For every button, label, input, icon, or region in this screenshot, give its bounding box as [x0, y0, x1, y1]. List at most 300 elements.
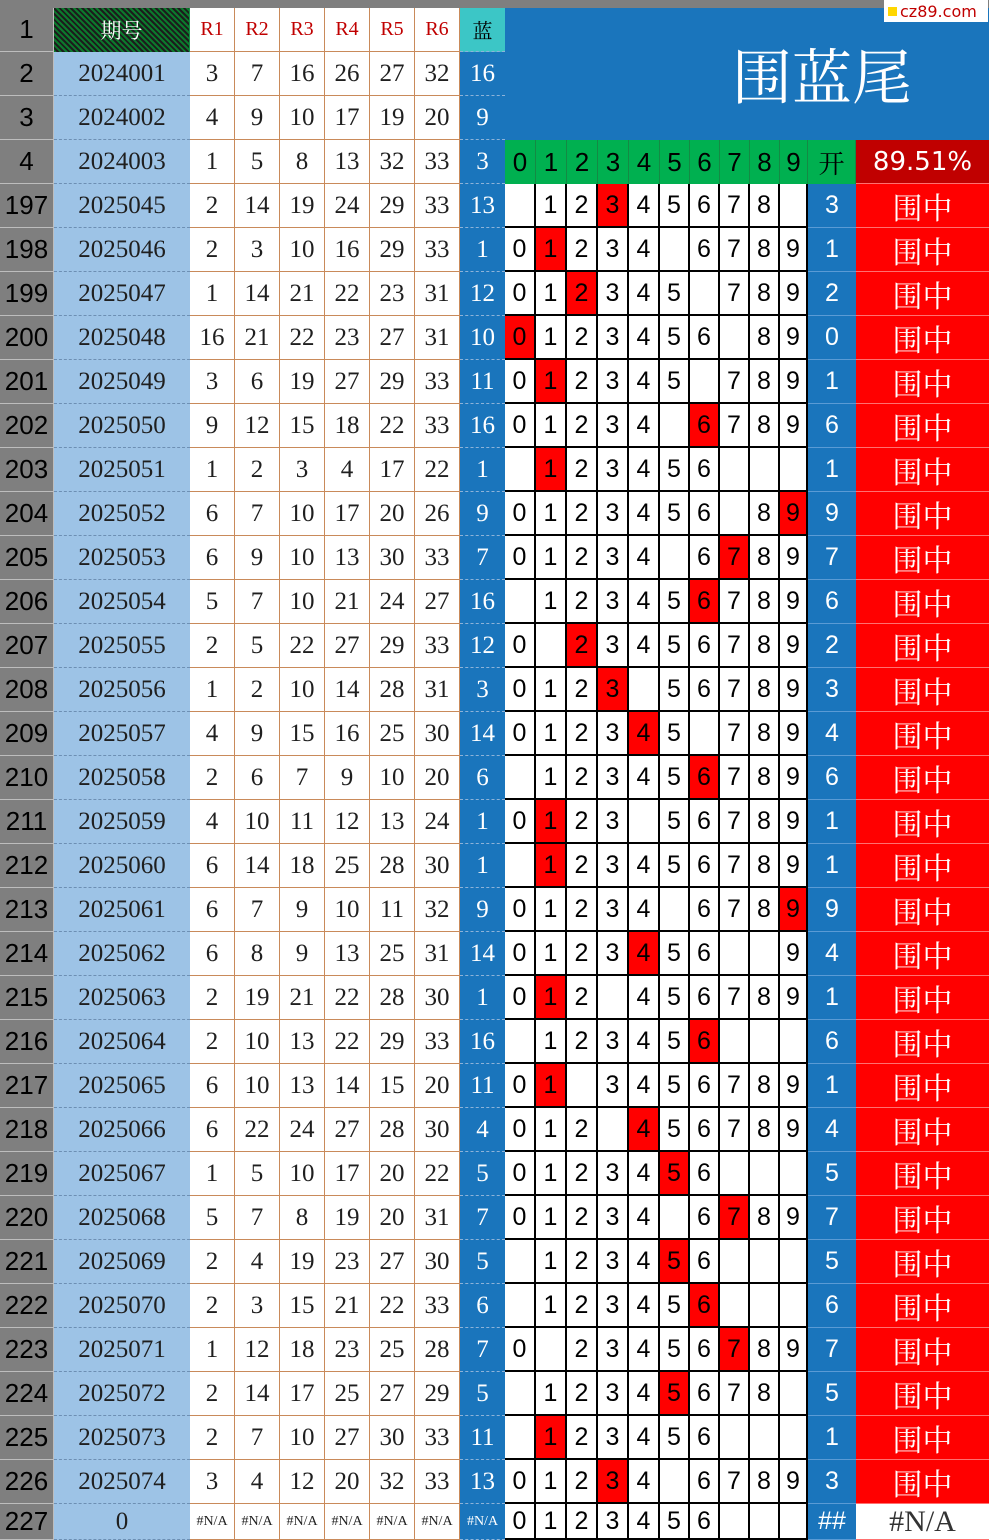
- tail-cell[interactable]: [720, 316, 750, 360]
- red-ball-cell[interactable]: 28: [370, 668, 415, 712]
- red-ball-cell[interactable]: 3: [235, 228, 280, 272]
- tail-cell[interactable]: 2: [567, 316, 598, 360]
- red-ball-cell[interactable]: 15: [280, 1284, 325, 1328]
- tail-cell[interactable]: 9: [780, 360, 808, 404]
- tail-cell[interactable]: 3: [598, 404, 629, 448]
- red-ball-cell[interactable]: 25: [370, 932, 415, 976]
- tail-cell[interactable]: 2: [567, 668, 598, 712]
- red-ball-cell[interactable]: 29: [370, 184, 415, 228]
- tail-cell[interactable]: 6: [690, 1328, 720, 1372]
- period-cell[interactable]: 2025054: [54, 580, 190, 624]
- red-ball-cell[interactable]: 2: [190, 1020, 235, 1064]
- tail-cell[interactable]: 5: [660, 844, 690, 888]
- result-cell[interactable]: 围中: [856, 1064, 989, 1108]
- tail-cell[interactable]: 9: [780, 1460, 808, 1504]
- red-ball-cell[interactable]: 31: [415, 932, 460, 976]
- red-ball-cell[interactable]: 27: [325, 1416, 370, 1460]
- tail-cell[interactable]: 4: [629, 360, 660, 404]
- red-ball-cell[interactable]: 10: [280, 668, 325, 712]
- period-cell[interactable]: 2024001: [54, 52, 190, 96]
- red-ball-cell[interactable]: 27: [370, 1372, 415, 1416]
- period-cell[interactable]: 2025058: [54, 756, 190, 800]
- red-ball-cell[interactable]: 20: [415, 756, 460, 800]
- red-ball-cell[interactable]: 28: [370, 844, 415, 888]
- red-ball-cell[interactable]: 30: [370, 536, 415, 580]
- period-cell[interactable]: 2025047: [54, 272, 190, 316]
- tail-cell[interactable]: [505, 1020, 536, 1064]
- tail-cell[interactable]: 4: [629, 1108, 660, 1152]
- tail-cell[interactable]: 6: [690, 976, 720, 1020]
- tail-cell[interactable]: 6: [690, 624, 720, 668]
- result-cell[interactable]: 围中: [856, 1460, 989, 1504]
- red-ball-cell[interactable]: 3: [190, 52, 235, 96]
- tail-cell[interactable]: [780, 448, 808, 492]
- red-ball-cell[interactable]: 2: [190, 1416, 235, 1460]
- kai-cell[interactable]: 1: [808, 844, 856, 888]
- result-cell[interactable]: 围中: [856, 360, 989, 404]
- tail-cell[interactable]: 6: [690, 1020, 720, 1064]
- period-cell[interactable]: 2024003: [54, 140, 190, 184]
- blue-ball-cell[interactable]: 10: [460, 316, 505, 360]
- red-ball-cell[interactable]: 5: [235, 1152, 280, 1196]
- red-ball-cell[interactable]: 4: [190, 712, 235, 756]
- tail-cell[interactable]: 3: [598, 712, 629, 756]
- tail-cell[interactable]: 6: [690, 756, 720, 800]
- row-header[interactable]: 213: [0, 888, 54, 932]
- red-ball-cell[interactable]: 7: [280, 756, 325, 800]
- result-cell[interactable]: 围中: [856, 932, 989, 976]
- blue-ball-cell[interactable]: 1: [460, 448, 505, 492]
- red-ball-cell[interactable]: 22: [325, 272, 370, 316]
- red-ball-cell[interactable]: 22: [280, 624, 325, 668]
- tail-cell[interactable]: 8: [750, 272, 780, 316]
- tail-cell[interactable]: 6: [690, 580, 720, 624]
- red-ball-cell[interactable]: 23: [325, 1240, 370, 1284]
- tail-cell[interactable]: 4: [629, 844, 660, 888]
- tail-cell[interactable]: 9: [780, 932, 808, 976]
- tail-cell[interactable]: [505, 1372, 536, 1416]
- result-cell[interactable]: 围中: [856, 228, 989, 272]
- tail-cell[interactable]: 4: [629, 1504, 660, 1540]
- tail-header-5[interactable]: 5: [660, 140, 690, 184]
- tail-cell[interactable]: [720, 492, 750, 536]
- tail-cell[interactable]: 7: [720, 184, 750, 228]
- result-cell[interactable]: 围中: [856, 800, 989, 844]
- red-ball-cell[interactable]: #N/A: [235, 1504, 280, 1540]
- tail-cell[interactable]: [660, 1196, 690, 1240]
- period-cell[interactable]: 2025065: [54, 1064, 190, 1108]
- tail-cell[interactable]: 9: [780, 668, 808, 712]
- kai-cell[interactable]: 6: [808, 756, 856, 800]
- tail-cell[interactable]: [660, 888, 690, 932]
- row-header[interactable]: 226: [0, 1460, 54, 1504]
- tail-cell[interactable]: 6: [690, 888, 720, 932]
- red-ball-cell[interactable]: 2: [190, 228, 235, 272]
- tail-cell[interactable]: [660, 228, 690, 272]
- row-header[interactable]: 219: [0, 1152, 54, 1196]
- blue-ball-cell[interactable]: 11: [460, 1416, 505, 1460]
- tail-cell[interactable]: 3: [598, 1152, 629, 1196]
- tail-cell[interactable]: 0: [505, 1152, 536, 1196]
- tail-cell[interactable]: 2: [567, 712, 598, 756]
- red-ball-cell[interactable]: 10: [280, 492, 325, 536]
- tail-cell[interactable]: 8: [750, 1460, 780, 1504]
- tail-cell[interactable]: 1: [536, 404, 567, 448]
- tail-cell[interactable]: 5: [660, 272, 690, 316]
- blue-ball-cell[interactable]: 3: [460, 668, 505, 712]
- row-header[interactable]: 227: [0, 1504, 54, 1540]
- tail-cell[interactable]: 7: [720, 1372, 750, 1416]
- tail-header-2[interactable]: 2: [567, 140, 598, 184]
- blue-ball-cell[interactable]: #N/A: [460, 1504, 505, 1540]
- red-ball-cell[interactable]: 16: [325, 712, 370, 756]
- tail-cell[interactable]: 0: [505, 360, 536, 404]
- red-ball-cell[interactable]: 33: [415, 404, 460, 448]
- period-cell[interactable]: 2025063: [54, 976, 190, 1020]
- tail-cell[interactable]: 7: [720, 800, 750, 844]
- red-ball-cell[interactable]: 5: [190, 580, 235, 624]
- tail-cell[interactable]: 3: [598, 1504, 629, 1540]
- tail-cell[interactable]: [536, 1328, 567, 1372]
- tail-cell[interactable]: 3: [598, 536, 629, 580]
- red-ball-cell[interactable]: 14: [235, 1372, 280, 1416]
- red-ball-cell[interactable]: 24: [370, 580, 415, 624]
- tail-cell[interactable]: 3: [598, 888, 629, 932]
- tail-cell[interactable]: 2: [567, 1020, 598, 1064]
- tail-cell[interactable]: 3: [598, 1372, 629, 1416]
- tail-cell[interactable]: 1: [536, 1020, 567, 1064]
- red-ball-cell[interactable]: 33: [415, 140, 460, 184]
- red-ball-cell[interactable]: 6: [235, 756, 280, 800]
- tail-cell[interactable]: 3: [598, 1064, 629, 1108]
- tail-cell[interactable]: [750, 448, 780, 492]
- tail-cell[interactable]: 8: [750, 1108, 780, 1152]
- tail-cell[interactable]: 8: [750, 360, 780, 404]
- red-ball-cell[interactable]: 16: [190, 316, 235, 360]
- red-ball-cell[interactable]: 6: [190, 1108, 235, 1152]
- period-cell[interactable]: 2025070: [54, 1284, 190, 1328]
- red-ball-cell[interactable]: 17: [325, 1152, 370, 1196]
- tail-cell[interactable]: [750, 1284, 780, 1328]
- kai-cell[interactable]: 9: [808, 492, 856, 536]
- red-header-3[interactable]: R3: [280, 8, 325, 52]
- red-ball-cell[interactable]: 24: [325, 184, 370, 228]
- row-header[interactable]: 4: [0, 140, 54, 184]
- tail-cell[interactable]: 8: [750, 844, 780, 888]
- tail-cell[interactable]: 2: [567, 1372, 598, 1416]
- tail-cell[interactable]: 2: [567, 1284, 598, 1328]
- red-ball-cell[interactable]: 33: [415, 184, 460, 228]
- tail-cell[interactable]: 1: [536, 360, 567, 404]
- tail-cell[interactable]: 6: [690, 184, 720, 228]
- tail-cell[interactable]: 8: [750, 1064, 780, 1108]
- tail-cell[interactable]: 5: [660, 1020, 690, 1064]
- tail-cell[interactable]: 1: [536, 1240, 567, 1284]
- tail-cell[interactable]: 5: [660, 932, 690, 976]
- tail-cell[interactable]: 1: [536, 272, 567, 316]
- red-ball-cell[interactable]: 19: [280, 1240, 325, 1284]
- tail-cell[interactable]: 2: [567, 756, 598, 800]
- kai-cell[interactable]: 0: [808, 316, 856, 360]
- row-header[interactable]: 206: [0, 580, 54, 624]
- tail-cell[interactable]: 6: [690, 1460, 720, 1504]
- tail-cell[interactable]: [750, 1504, 780, 1540]
- row-header[interactable]: 203: [0, 448, 54, 492]
- row-header[interactable]: 217: [0, 1064, 54, 1108]
- red-ball-cell[interactable]: 33: [415, 1284, 460, 1328]
- red-ball-cell[interactable]: 2: [190, 624, 235, 668]
- tail-cell[interactable]: 7: [720, 536, 750, 580]
- tail-cell[interactable]: 2: [567, 580, 598, 624]
- tail-cell[interactable]: 1: [536, 976, 567, 1020]
- kai-cell[interactable]: 5: [808, 1152, 856, 1196]
- kai-cell[interactable]: 4: [808, 1108, 856, 1152]
- tail-cell[interactable]: [750, 1152, 780, 1196]
- red-ball-cell[interactable]: 22: [370, 404, 415, 448]
- blue-ball-cell[interactable]: 16: [460, 580, 505, 624]
- red-ball-cell[interactable]: 7: [235, 52, 280, 96]
- tail-cell[interactable]: 4: [629, 976, 660, 1020]
- red-ball-cell[interactable]: 4: [235, 1460, 280, 1504]
- tail-cell[interactable]: 3: [598, 1328, 629, 1372]
- tail-cell[interactable]: 2: [567, 404, 598, 448]
- tail-cell[interactable]: 6: [690, 228, 720, 272]
- tail-cell[interactable]: 5: [660, 756, 690, 800]
- tail-cell[interactable]: [690, 272, 720, 316]
- tail-cell[interactable]: 5: [660, 1152, 690, 1196]
- tail-cell[interactable]: 2: [567, 932, 598, 976]
- tail-cell[interactable]: 7: [720, 360, 750, 404]
- tail-cell[interactable]: 2: [567, 272, 598, 316]
- tail-cell[interactable]: 0: [505, 316, 536, 360]
- tail-cell[interactable]: 1: [536, 756, 567, 800]
- tail-cell[interactable]: 9: [780, 756, 808, 800]
- red-ball-cell[interactable]: 31: [415, 316, 460, 360]
- row-header[interactable]: 223: [0, 1328, 54, 1372]
- tail-cell[interactable]: 1: [536, 228, 567, 272]
- red-ball-cell[interactable]: 9: [190, 404, 235, 448]
- tail-cell[interactable]: 6: [690, 492, 720, 536]
- row-header[interactable]: 200: [0, 316, 54, 360]
- red-ball-cell[interactable]: 29: [370, 360, 415, 404]
- red-ball-cell[interactable]: 17: [325, 96, 370, 140]
- red-ball-cell[interactable]: 33: [415, 624, 460, 668]
- row-header[interactable]: 3: [0, 96, 54, 140]
- tail-cell[interactable]: 3: [598, 448, 629, 492]
- tail-cell[interactable]: 4: [629, 1460, 660, 1504]
- tail-cell[interactable]: 4: [629, 1328, 660, 1372]
- tail-cell[interactable]: 7: [720, 1064, 750, 1108]
- tail-cell[interactable]: 9: [780, 624, 808, 668]
- red-ball-cell[interactable]: 19: [280, 360, 325, 404]
- row-header[interactable]: 201: [0, 360, 54, 404]
- blue-ball-cell[interactable]: 9: [460, 888, 505, 932]
- red-ball-cell[interactable]: 12: [325, 800, 370, 844]
- red-ball-cell[interactable]: 22: [415, 448, 460, 492]
- tail-cell[interactable]: 4: [629, 888, 660, 932]
- red-ball-cell[interactable]: 15: [370, 1064, 415, 1108]
- tail-cell[interactable]: 6: [690, 448, 720, 492]
- tail-cell[interactable]: 8: [750, 712, 780, 756]
- red-ball-cell[interactable]: 21: [280, 976, 325, 1020]
- tail-cell[interactable]: 7: [720, 1108, 750, 1152]
- tail-cell[interactable]: 0: [505, 536, 536, 580]
- tail-cell[interactable]: [629, 800, 660, 844]
- tail-cell[interactable]: 3: [598, 228, 629, 272]
- tail-cell[interactable]: [720, 1504, 750, 1540]
- red-ball-cell[interactable]: 12: [280, 1460, 325, 1504]
- tail-cell[interactable]: 2: [567, 1240, 598, 1284]
- tail-cell[interactable]: [629, 668, 660, 712]
- tail-cell[interactable]: 8: [750, 1372, 780, 1416]
- tail-cell[interactable]: 4: [629, 1284, 660, 1328]
- tail-cell[interactable]: 9: [780, 492, 808, 536]
- tail-cell[interactable]: 1: [536, 800, 567, 844]
- period-cell[interactable]: 2025069: [54, 1240, 190, 1284]
- kai-cell[interactable]: 3: [808, 668, 856, 712]
- red-ball-cell[interactable]: 11: [280, 800, 325, 844]
- red-ball-cell[interactable]: 7: [235, 1416, 280, 1460]
- tail-cell[interactable]: 7: [720, 580, 750, 624]
- tail-cell[interactable]: 6: [690, 1108, 720, 1152]
- tail-cell[interactable]: 1: [536, 1064, 567, 1108]
- tail-cell[interactable]: 4: [629, 1416, 660, 1460]
- result-cell[interactable]: 围中: [856, 1416, 989, 1460]
- tail-cell[interactable]: 1: [536, 1108, 567, 1152]
- tail-cell[interactable]: 3: [598, 844, 629, 888]
- blue-ball-cell[interactable]: 4: [460, 1108, 505, 1152]
- tail-cell[interactable]: 5: [660, 800, 690, 844]
- blue-ball-cell[interactable]: 1: [460, 976, 505, 1020]
- tail-cell[interactable]: 6: [690, 1284, 720, 1328]
- tail-cell[interactable]: 9: [780, 404, 808, 448]
- result-cell[interactable]: 围中: [856, 756, 989, 800]
- tail-cell[interactable]: 1: [536, 712, 567, 756]
- red-ball-cell[interactable]: 10: [235, 1064, 280, 1108]
- tail-cell[interactable]: 4: [629, 712, 660, 756]
- tail-cell[interactable]: 2: [567, 1504, 598, 1540]
- tail-cell[interactable]: 4: [629, 404, 660, 448]
- result-cell[interactable]: 围中: [856, 844, 989, 888]
- red-ball-cell[interactable]: 13: [325, 536, 370, 580]
- red-ball-cell[interactable]: 6: [190, 536, 235, 580]
- tail-cell[interactable]: 6: [690, 404, 720, 448]
- tail-cell[interactable]: 1: [536, 316, 567, 360]
- tail-cell[interactable]: 4: [629, 756, 660, 800]
- blue-ball-cell[interactable]: 6: [460, 756, 505, 800]
- tail-cell[interactable]: 6: [690, 1196, 720, 1240]
- row-header[interactable]: 224: [0, 1372, 54, 1416]
- tail-cell[interactable]: [690, 712, 720, 756]
- tail-cell[interactable]: 1: [536, 1196, 567, 1240]
- tail-cell[interactable]: [505, 1416, 536, 1460]
- red-ball-cell[interactable]: 10: [280, 536, 325, 580]
- blue-ball-cell[interactable]: 12: [460, 624, 505, 668]
- tail-cell[interactable]: 8: [750, 976, 780, 1020]
- tail-cell[interactable]: 3: [598, 668, 629, 712]
- tail-cell[interactable]: 8: [750, 228, 780, 272]
- tail-cell[interactable]: [720, 932, 750, 976]
- tail-cell[interactable]: 2: [567, 536, 598, 580]
- red-header-2[interactable]: R2: [235, 8, 280, 52]
- red-ball-cell[interactable]: 32: [415, 52, 460, 96]
- result-cell[interactable]: 围中: [856, 1284, 989, 1328]
- red-ball-cell[interactable]: 16: [280, 52, 325, 96]
- red-ball-cell[interactable]: 7: [235, 580, 280, 624]
- tail-cell[interactable]: 3: [598, 1416, 629, 1460]
- row-header[interactable]: 205: [0, 536, 54, 580]
- tail-cell[interactable]: 5: [660, 668, 690, 712]
- result-cell[interactable]: 围中: [856, 1152, 989, 1196]
- kai-cell[interactable]: 1: [808, 1416, 856, 1460]
- tail-cell[interactable]: 9: [780, 536, 808, 580]
- row-header[interactable]: 198: [0, 228, 54, 272]
- red-ball-cell[interactable]: 13: [280, 1020, 325, 1064]
- kai-header[interactable]: 开: [808, 140, 856, 184]
- red-ball-cell[interactable]: 21: [325, 1284, 370, 1328]
- tail-cell[interactable]: 6: [690, 800, 720, 844]
- tail-cell[interactable]: 4: [629, 1196, 660, 1240]
- period-cell[interactable]: 2025073: [54, 1416, 190, 1460]
- result-cell[interactable]: 围中: [856, 888, 989, 932]
- red-ball-cell[interactable]: 32: [415, 888, 460, 932]
- tail-cell[interactable]: [598, 976, 629, 1020]
- tail-cell[interactable]: 9: [780, 1064, 808, 1108]
- tail-cell[interactable]: 0: [505, 1504, 536, 1540]
- period-cell[interactable]: 2025046: [54, 228, 190, 272]
- result-cell[interactable]: 围中: [856, 668, 989, 712]
- tail-cell[interactable]: 3: [598, 1196, 629, 1240]
- result-cell[interactable]: 围中: [856, 492, 989, 536]
- tail-cell[interactable]: 7: [720, 228, 750, 272]
- tail-cell[interactable]: 2: [567, 800, 598, 844]
- kai-cell[interactable]: 1: [808, 976, 856, 1020]
- red-ball-cell[interactable]: 16: [325, 228, 370, 272]
- tail-cell[interactable]: [720, 1284, 750, 1328]
- red-ball-cell[interactable]: 20: [370, 492, 415, 536]
- tail-cell[interactable]: 1: [536, 932, 567, 976]
- period-cell[interactable]: 2025068: [54, 1196, 190, 1240]
- tail-cell[interactable]: 9: [780, 800, 808, 844]
- red-ball-cell[interactable]: 14: [235, 184, 280, 228]
- red-ball-cell[interactable]: 12: [235, 1328, 280, 1372]
- blue-ball-cell[interactable]: 9: [460, 96, 505, 140]
- row-header[interactable]: 214: [0, 932, 54, 976]
- red-ball-cell[interactable]: 10: [280, 1152, 325, 1196]
- tail-cell[interactable]: 3: [598, 360, 629, 404]
- blue-ball-cell[interactable]: 7: [460, 536, 505, 580]
- tail-cell[interactable]: [780, 1416, 808, 1460]
- tail-cell[interactable]: 0: [505, 1108, 536, 1152]
- red-ball-cell[interactable]: 5: [235, 140, 280, 184]
- result-cell[interactable]: 围中: [856, 448, 989, 492]
- tail-cell[interactable]: 9: [780, 1108, 808, 1152]
- tail-cell[interactable]: 4: [629, 184, 660, 228]
- tail-header-3[interactable]: 3: [598, 140, 629, 184]
- result-cell[interactable]: 围中: [856, 624, 989, 668]
- period-cell[interactable]: 2025060: [54, 844, 190, 888]
- red-ball-cell[interactable]: 1: [190, 272, 235, 316]
- tail-cell[interactable]: 2: [567, 1460, 598, 1504]
- tail-cell[interactable]: 9: [780, 844, 808, 888]
- blue-ball-cell[interactable]: 1: [460, 844, 505, 888]
- tail-cell[interactable]: 5: [660, 1372, 690, 1416]
- red-ball-cell[interactable]: 13: [325, 932, 370, 976]
- kai-cell[interactable]: 7: [808, 1196, 856, 1240]
- tail-cell[interactable]: 2: [567, 1196, 598, 1240]
- tail-cell[interactable]: 2: [567, 1328, 598, 1372]
- tail-cell[interactable]: 6: [690, 1064, 720, 1108]
